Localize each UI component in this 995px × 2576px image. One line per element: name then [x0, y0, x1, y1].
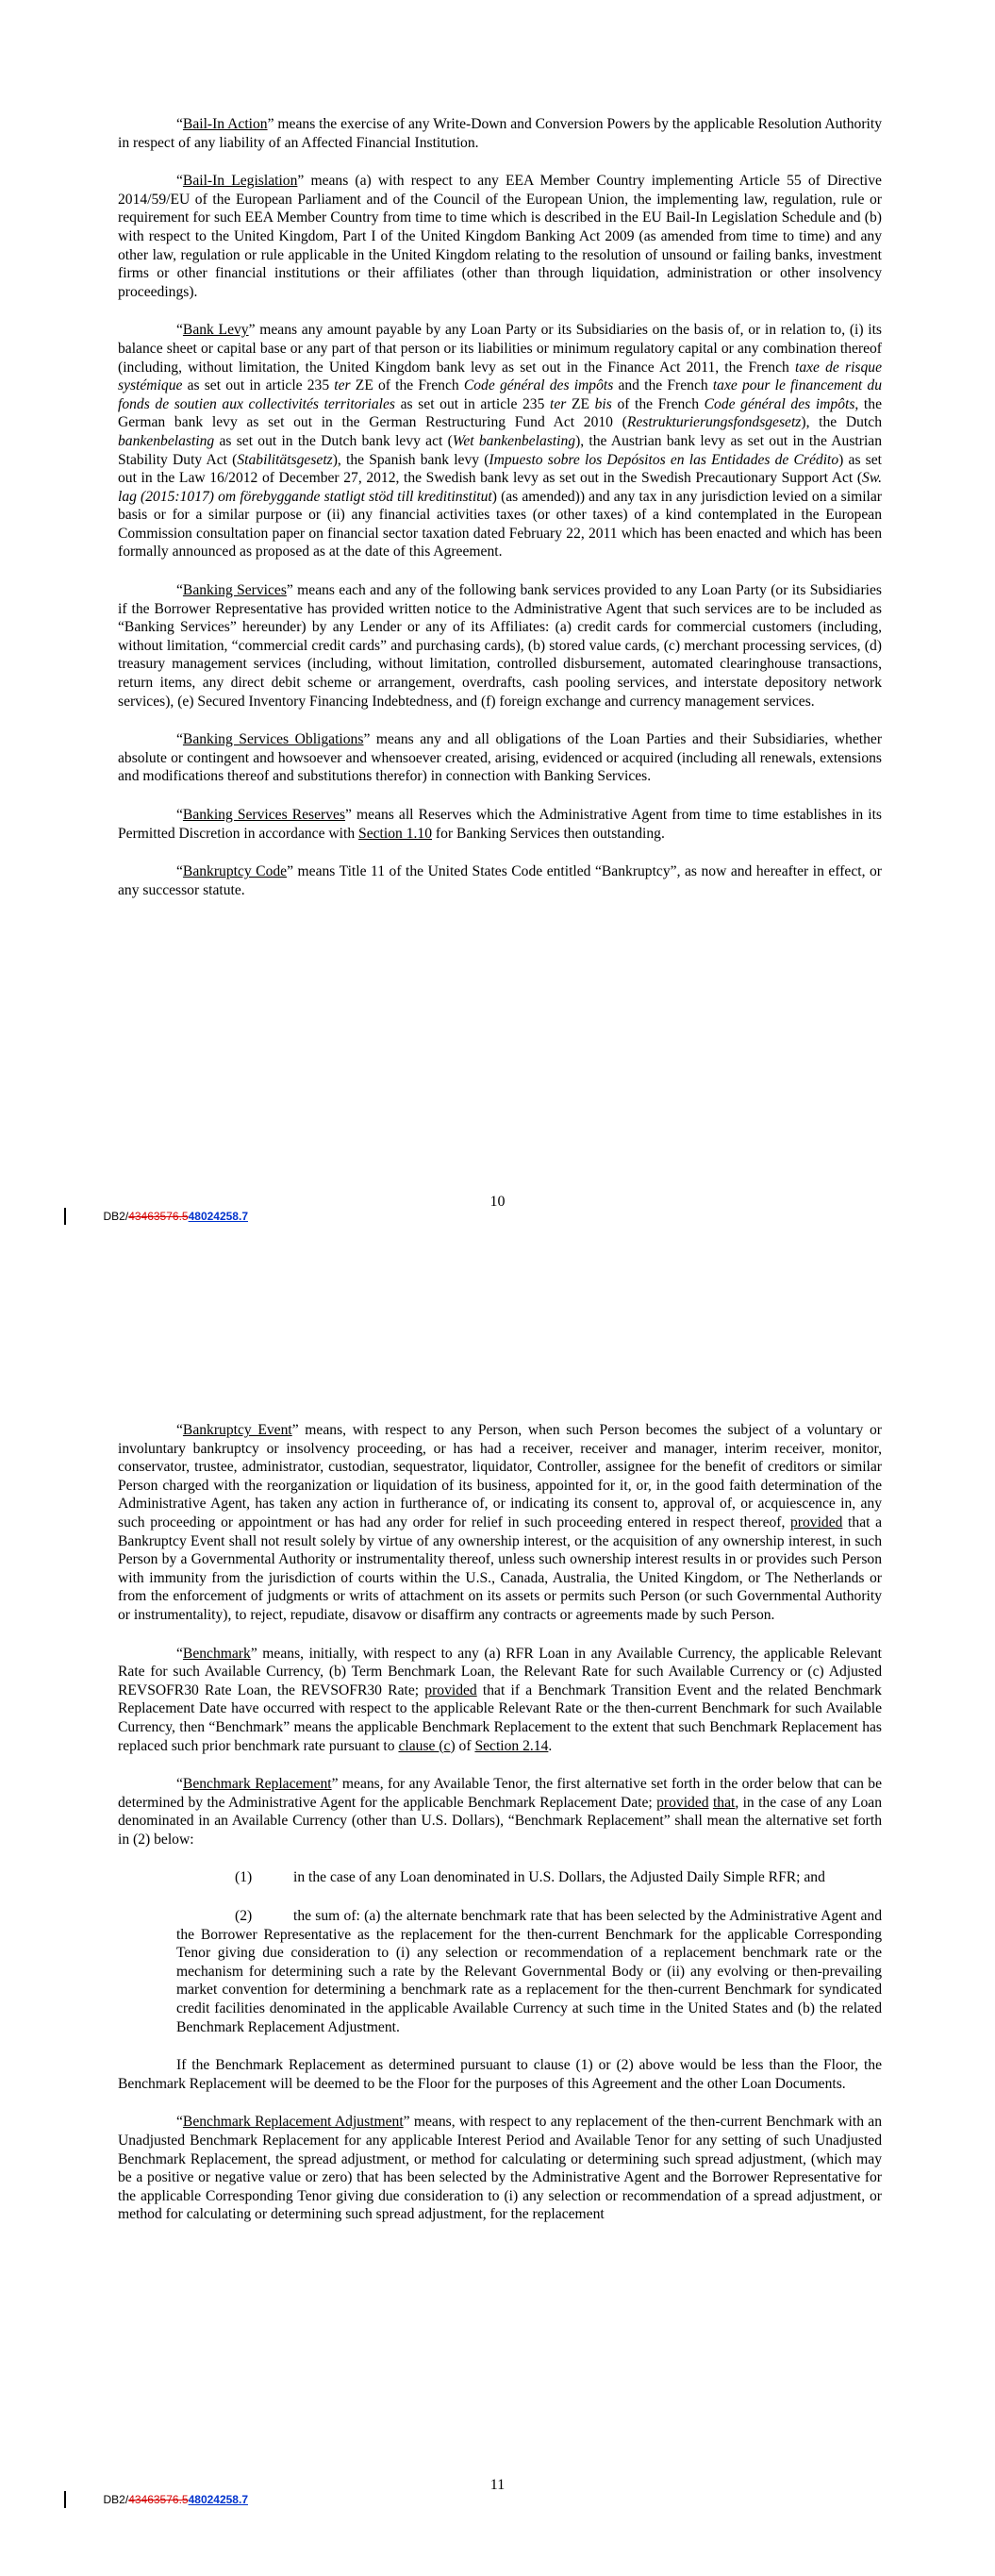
- italic-text: Code général des impôts: [463, 377, 614, 394]
- italic-text: Stabilitätsgesetz: [237, 451, 333, 468]
- docid-deleted: 43463576.5: [128, 1210, 189, 1223]
- defined-term: Bail-In Action: [182, 116, 268, 132]
- clause-item: [118, 1907, 882, 2036]
- definition-paragraph: “Bank Levy” means any amount payable by any Loan Party or its Subsidiaries on the basis of, or in relation to, (i) its balance sheet or capital base or any part of that person or its liabilities or minimum regulatory capital or any combination thereof (including, without limitation, the United Kingdom bank levy as set out in the Finance Act 2011, the French taxe de risque systémique as set out in article 235 ter ZE of the French Code général des impôts and the French taxe pour le financement du fonds de soutien aux collectivités territoriales as set out in article 235 ter ZE bis of the French Code général des impôts, the German bank levy as set out in the German Restructuring Fund Act 2010 (Restrukturierungsfondsgesetz), the Dutch bankenbelasting as set out in the Dutch bank levy act (Wet bankenbelasting), the Austrian bank levy as set out in the Austrian Stability Duty Act (Stabilitätsgesetz), the Spanish bank levy (Impuesto sobre los Depósitos en las Entidades de Crédito) as set out in the Law 16/2012 of December 27, 2012, the Swedish bank levy as set out in the Swedish Precautionary Support Act (Sw. lag (2015:1017) om förebyggande statligt stöd till kreditinstitut) (as amended)) and any tax in any jurisdiction levied on a similar basis or for a similar purpose or (ii) any financial activities taxes (or other taxes) of a kind contemplated in the European Commission consultation paper on financial sector taxation dated February 22, 2011 which has been enacted and which has been formally announced as proposed as at the date of this Agreement.: [118, 322, 882, 560]
- text-run: for Banking Services then outstanding.: [432, 825, 665, 842]
- text-run: ZE: [566, 395, 595, 412]
- change-bar: [64, 2491, 66, 2508]
- docid-deleted: 43463576.5: [128, 2493, 189, 2506]
- text-run: , in the case of any Loan denominated in an Available Currency (other than U.S. Dollars), “Benchmark Replacement” shall mean the alternative set forth in (2) below:: [118, 1794, 882, 1848]
- text-run: ), the Spanish bank levy (: [332, 451, 489, 468]
- definition-paragraph: “Bail-In Action” means the exercise of any Write-Down and Conversion Powers by the applicable Resolution Authority in respect of any liability of an Affected Financial Institution.: [118, 116, 882, 151]
- defined-term: Benchmark: [182, 1645, 251, 1662]
- change-bar: [64, 1208, 66, 1225]
- text-run: of: [455, 1737, 475, 1754]
- text-run: means, initially, with respect to any (a) RFR Loan in any Available Currency, the applicable Relevant Rate for such Available Currency, (b) Term Benchmark Loan, the Relevant Rate for such Available Currency or (c) Adjusted REVSOFR30 Rate Loan, the REVSOFR30 Rate;: [118, 1645, 882, 1698]
- text-run: means all Reserves which the Administrative Agent from time to time establishes in its Permitted Discretion in accordance with: [118, 807, 882, 842]
- text-run: means each and any of the following bank services provided to any Loan Party (or its Subsidiaries if the Borrower Representative has provided written notice to the Administrative Agent that such services are to be included as “Banking Services” hereunder) by any Lender or any of its Affiliates: (a) credit cards for commercial customers (including, without limitation, “commercial credit cards” and purchasing cards), (b) stored value cards, (c) merchant processing services, (d) treasury management services (including, without limitation, controlled disbursement, automated clearinghouse transactions, return items, any direct debit scheme or arrangement, overdrafts, cash pooling services, and interstate depository network services), (e) Secured Inventory Financing Indebtedness, and (f) foreign exchange and currency management services.: [118, 582, 882, 710]
- italic-text: Sw. lag (2015:1017) om förebyggande statligt stöd till kreditinstitut: [118, 470, 882, 505]
- underlined-reference: provided: [424, 1681, 477, 1698]
- text-run: means, with respect to any Person, when such Person becomes the subject of a voluntary or involuntary bankruptcy or insolvency proceeding, or has had a receiver, receiver and manager, interim receiver, monitor, conservator, trustee, administrator, custodian, sequestrator, liquidator, Controller, assignee for the benefit of creditors or similar Person charged with the reorganization or liquidation of its business, appointed for it, or, in the good faith determination of the Administrative Agent, has taken any action in furtherance of, or indicating its consent to, approval of, or acquiescence in, any such proceeding or appointment or has had any order for relief in such proceeding entered in respect thereof,: [118, 1422, 883, 1531]
- text-run: ), the Dutch: [801, 414, 882, 431]
- defined-term: Bankruptcy Code: [182, 863, 288, 880]
- italic-text: Code général des impôts: [704, 395, 855, 412]
- defined-term: Benchmark Replacement Adjustment: [182, 2114, 404, 2131]
- page-11: [0, 1255, 995, 2576]
- text-run: ZE of the French: [350, 377, 464, 394]
- underlined-reference: clause (c): [398, 1737, 456, 1754]
- definition-paragraph: “Bankruptcy Event” means, with respect to any Person, when such Person becomes the subject of a voluntary or involuntary bankruptcy or insolvency proceeding, or has had a receiver, receiver and manager, interim receiver, monitor, conservator, trustee, administrator, custodian, sequestrator, liquidator, Controller, assignee for the benefit of creditors or similar Person charged with the reorganization or liquidation of its business, appointed for it, or, in the good faith determination of the Administrative Agent, has taken any action in furtherance of, or indicating its consent to, approval of, or acquiescence in, any such proceeding or appointment or has had any order for relief in such proceeding entered in respect thereof, provided that a Bankruptcy Event shall not result solely by virtue of any ownership interest, or the acquisition of any ownership interest, in such Person by a Governmental Authority or instrumentality thereof, unless such ownership interest results in or provides such Person with immunity from the jurisdiction of courts within the U.S., Canada, Australia, the United Kingdom, or The Netherlands or from the enforcement of judgments or writs of attachment on its assets or permits such Person (or such Governmental Authority or instrumentality), to reject, repudiate, disavow or disaffirm any contracts or agreements made by such Person.: [118, 1422, 883, 1623]
- text-run: and the French: [613, 377, 713, 394]
- italic-text: Restrukturierungsfondsgesetz: [626, 414, 802, 431]
- underlined-reference: provided: [656, 1794, 709, 1811]
- page-number: 11: [489, 2477, 506, 2493]
- page-10: [0, 0, 995, 1255]
- page-number: 10: [489, 1194, 506, 1210]
- definition-paragraph: “Bankruptcy Code” means Title 11 of the United States Code entitled “Bankruptcy”, as now and hereafter in effect, or any successor statute.: [118, 863, 882, 898]
- text-run: means, with respect to any replacement of the then-current Benchmark with an Unadjusted Benchmark Replacement for any applicable Interest Period and Available Tenor for any setting of such Unadjusted Benchmark Replacement, the spread adjustment, or method for calculating or determining such spread adjustment, (which may be a positive or negative value or zero) that has been selected by the Administrative Agent and the Borrower Representative for the applicable Corresponding Tenor giving due consideration to (i) any selection or recommendation of a spread adjustment, or method for calculating or determining such spread adjustment, for the replacement: [118, 2114, 882, 2223]
- text-run: of the French: [611, 395, 705, 412]
- underlined-reference: that: [712, 1794, 736, 1811]
- text-run: the sum of: (a) the alternate benchmark rate that has been selected by the Administrative Agent and the Borrower Representative as the replacement for the then-current Benchmark for the applicable Corresponding Tenor giving due consideration to (i) any selection or recommendation of a replacement benchmark rate or the mechanism for determining such a rate by the Relevant Governmental Body or (ii) any evolving or then-prevailing market convention for determining a benchmark rate as a replacement for the then-current Benchmark for syndicated credit facilities denominated in the applicable Available Currency at such time in the United States and (b) the related Benchmark Replacement Adjustment.: [176, 1908, 882, 2035]
- text-run: ) (as amended)) and any tax in any jurisdiction levied on a similar basis or for a similar purpose or (ii) any financial activities taxes (or other taxes) of a kind contemplated in the European Commission consultation paper on financial sector taxation dated February 22, 2011 which has been enacted and which has been formally announced as proposed as at the date of this Agreement.: [118, 488, 882, 560]
- body-paragraph: [118, 2056, 882, 2093]
- underlined-reference: Section 1.10: [358, 825, 433, 842]
- clause-number: (2): [235, 1908, 253, 1925]
- text-run: in the case of any Loan denominated in U.S. Dollars, the Adjusted Daily Simple RFR; and: [293, 1869, 825, 1886]
- text-run: ) as set out in the Law 16/2012 of December 27, 2012, the Swedish bank levy as set out in the Swedish Precautionary Support Act (: [118, 451, 882, 487]
- clause-item: [118, 1868, 882, 1887]
- definition-paragraph: “Bail-In Legislation” means (a) with respect to any EEA Member Country implementing Article 55 of Directive 2014/59/EU of the European Parliament and of the Council of the European Union, the implementing law, regulation, rule or requirement for such EEA Member Country from time to time which is described in the EU Bail-In Legislation Schedule and (b) with respect to the United Kingdom, Part I of the United Kingdom Banking Act 2009 (as amended from time to time) and any other law, regulation or rule applicable in the United Kingdom relating to the resolution of unsound or failing banks, investment firms or other financial institutions or their affiliates (other than through liquidation, administration or other insolvency proceedings).: [118, 173, 882, 300]
- document-id-footer: [64, 1208, 248, 1225]
- text-run: means any and all obligations of the Loan Parties and their Subsidiaries, whether absolute or contingent and howsoever and whensoever created, arising, evidenced or acquired (including all renewals, extensions and modifications thereof and substitutions therefor) in connection with Banking Services.: [118, 731, 883, 785]
- docid-inserted: 48024258.7: [188, 2493, 248, 2506]
- italic-text: ter: [550, 395, 567, 412]
- text-run: that if a Benchmark Transition Event and the related Benchmark Replacement Date have occurred with respect to the applicable Relevant Rate or the then-current Benchmark for such Available Currency, then “Benchmark” means the applicable Benchmark Replacement to the extent that such Benchmark Replacement has replaced such prior benchmark rate pursuant to: [118, 1681, 882, 1754]
- underlined-reference: Section 2.14: [474, 1737, 549, 1754]
- italic-text: taxe de risque systémique: [118, 359, 882, 394]
- italic-text: Impuesto sobre los Depósitos en las Entidades de Crédito: [489, 451, 839, 468]
- text-run: means Title 11 of the United States Code entitled “Bankruptcy”, as now and hereafter in effect, or any successor statute.: [118, 863, 882, 898]
- definition-paragraph: “Benchmark Replacement” means, for any Available Tenor, the first alternative set forth in the order below that can be determined by the Administrative Agent for the applicable Benchmark Replacement Date; provided that, in the case of any Loan denominated in an Available Currency (other than U.S. Dollars), “Benchmark Replacement” shall mean the alternative set forth in (2) below:: [118, 1776, 882, 1848]
- text-run: as set out in article 235: [394, 395, 551, 412]
- italic-text: taxe pour le financement du fonds de soutien aux collectivités territoriales: [118, 377, 882, 412]
- text-run: ), the Austrian bank levy as set out in the Austrian Stability Duty Act (: [118, 432, 882, 468]
- docid-prefix: DB2/: [103, 1210, 129, 1223]
- page-11-content: [118, 1421, 882, 2244]
- text-run: , the German bank levy as set out in the German Restructuring Fund Act 2010 (: [118, 395, 882, 431]
- text-run: If the Benchmark Replacement as determined pursuant to clause (1) or (2) above would be less than the Floor, the Benchmark Replacement will be deemed to be the Floor for the purposes of this Agreement and the other Loan Documents.: [118, 2057, 882, 2092]
- defined-term: Bank Levy: [182, 322, 249, 339]
- definition-paragraph: “Benchmark Replacement Adjustment” means, with respect to any replacement of the then-current Benchmark with an Unadjusted Benchmark Replacement for any applicable Interest Period and Available Tenor for any setting of such Unadjusted Benchmark Replacement, the spread adjustment, or method for calculating or determining such spread adjustment, (which may be a positive or negative value or zero) that has been selected by the Administrative Agent and the Borrower Representative for the applicable Corresponding Tenor giving due consideration to (i) any selection or recommendation of a spread adjustment, or method for calculating or determining such spread adjustment, for the replacement: [118, 2114, 882, 2223]
- text-run: means (a) with respect to any EEA Member Country implementing Article 55 of Directive 2014/59/EU of the European Parliament and of the Council of the European Union, the implementing law, regulation, rule or requirement for such EEA Member Country from time to time which is described in the EU Bail-In Legislation Schedule and (b) with respect to the United Kingdom, Part I of the United Kingdom Banking Act 2009 (as amended from time to time) and any other law, regulation or rule applicable in the United Kingdom relating to the resolution of unsound or failing banks, investment firms or other financial institutions or their affiliates (other than through liquidation, administration or other insolvency proceedings).: [118, 173, 882, 300]
- text-run: as set out in the Dutch bank levy act (: [214, 432, 453, 449]
- clause-number: (1): [235, 1869, 253, 1886]
- defined-term: Banking Services Reserves: [182, 807, 346, 823]
- underlined-reference: provided: [790, 1514, 843, 1531]
- docid-inserted: 48024258.7: [188, 1210, 248, 1223]
- italic-text: bis: [594, 395, 612, 412]
- italic-text: ter: [334, 377, 351, 394]
- defined-term: Bail-In Legislation: [182, 173, 298, 190]
- text-run: that a Bankruptcy Event shall not result solely by virtue of any ownership interest, or the acquisition of any ownership interest, in such Person by a Governmental Authority or instrumentality thereof, unless such ownership interest results in or provides such Person with immunity from the jurisdiction of courts within the U.S., Canada, Australia, the United Kingdom, or The Netherlands or from the enforcement of judgments or writs of attachment on its assets or permits such Person (or such Governmental Authority or instrumentality), to reject, repudiate, disavow or disaffirm any contracts or agreements made by such Person.: [118, 1514, 882, 1623]
- document-id-footer: [64, 2491, 248, 2508]
- page-10-content: [118, 115, 882, 919]
- definition-paragraph: “Banking Services Obligations” means any and all obligations of the Loan Parties and their Subsidiaries, whether absolute or contingent and howsoever and whensoever created, arising, evidenced or acquired (including all renewals, extensions and modifications thereof and substitutions therefor) in connection with Banking Services.: [118, 731, 883, 785]
- docid-prefix: DB2/: [103, 2493, 129, 2506]
- text-run: means, for any Available Tenor, the first alternative set forth in the order below that can be determined by the Administrative Agent for the applicable Benchmark Replacement Date;: [118, 1776, 882, 1811]
- text-run: means any amount payable by any Loan Party or its Subsidiaries on the basis of, or in relation to, (i) its balance sheet or capital base or any part of that person or its liabilities or minimum regulatory capital or any combination thereof (including, without limitation, the United Kingdom bank levy as set out in the Finance Act 2011, the French: [118, 322, 882, 376]
- italic-text: Wet bankenbelasting: [452, 432, 576, 449]
- definition-paragraph: “Benchmark” means, initially, with respect to any (a) RFR Loan in any Available Currency, the applicable Relevant Rate for such Available Currency, (b) Term Benchmark Loan, the Relevant Rate for such Available Currency or (c) Adjusted REVSOFR30 Rate Loan, the REVSOFR30 Rate; provided that if a Benchmark Transition Event and the related Benchmark Replacement Date have occurred with respect to the applicable Relevant Rate or the then-current Benchmark for such Available Currency, then “Benchmark” means the applicable Benchmark Replacement to the extent that such Benchmark Replacement has replaced such prior benchmark rate pursuant to clause (c) of Section 2.14.: [118, 1645, 882, 1754]
- italic-text: bankenbelasting: [118, 432, 215, 449]
- defined-term: Benchmark Replacement: [182, 1776, 332, 1793]
- defined-term: Banking Services: [182, 582, 287, 599]
- definition-paragraph: “Banking Services” means each and any of the following bank services provided to any Loan Party (or its Subsidiaries if the Borrower Representative has provided written notice to the Administrative Agent that such services are to be included as “Banking Services” hereunder) by any Lender or any of its Affiliates: (a) credit cards for commercial customers (including, without limitation, “commercial credit cards” and purchasing cards), (b) stored value cards, (c) merchant processing services, (d) treasury management services (including, without limitation, controlled disbursement, automated clearinghouse transactions, return items, any direct debit scheme or arrangement, overdrafts, cash pooling services, and interstate depository network services), (e) Secured Inventory Financing Indebtedness, and (f) foreign exchange and currency management services.: [118, 582, 882, 710]
- text-run: as set out in article 235: [182, 377, 335, 394]
- defined-term: Banking Services Obligations: [182, 731, 364, 748]
- text-run: means the exercise of any Write-Down and Conversion Powers by the applicable Resolution Authority in respect of any liability of an Affected Financial Institution.: [118, 116, 882, 151]
- defined-term: Bankruptcy Event: [182, 1422, 292, 1438]
- definition-paragraph: “Banking Services Reserves” means all Reserves which the Administrative Agent from time to time establishes in its Permitted Discretion in accordance with Section 1.10 for Banking Services then outstanding.: [118, 807, 882, 842]
- text-run: .: [548, 1737, 553, 1754]
